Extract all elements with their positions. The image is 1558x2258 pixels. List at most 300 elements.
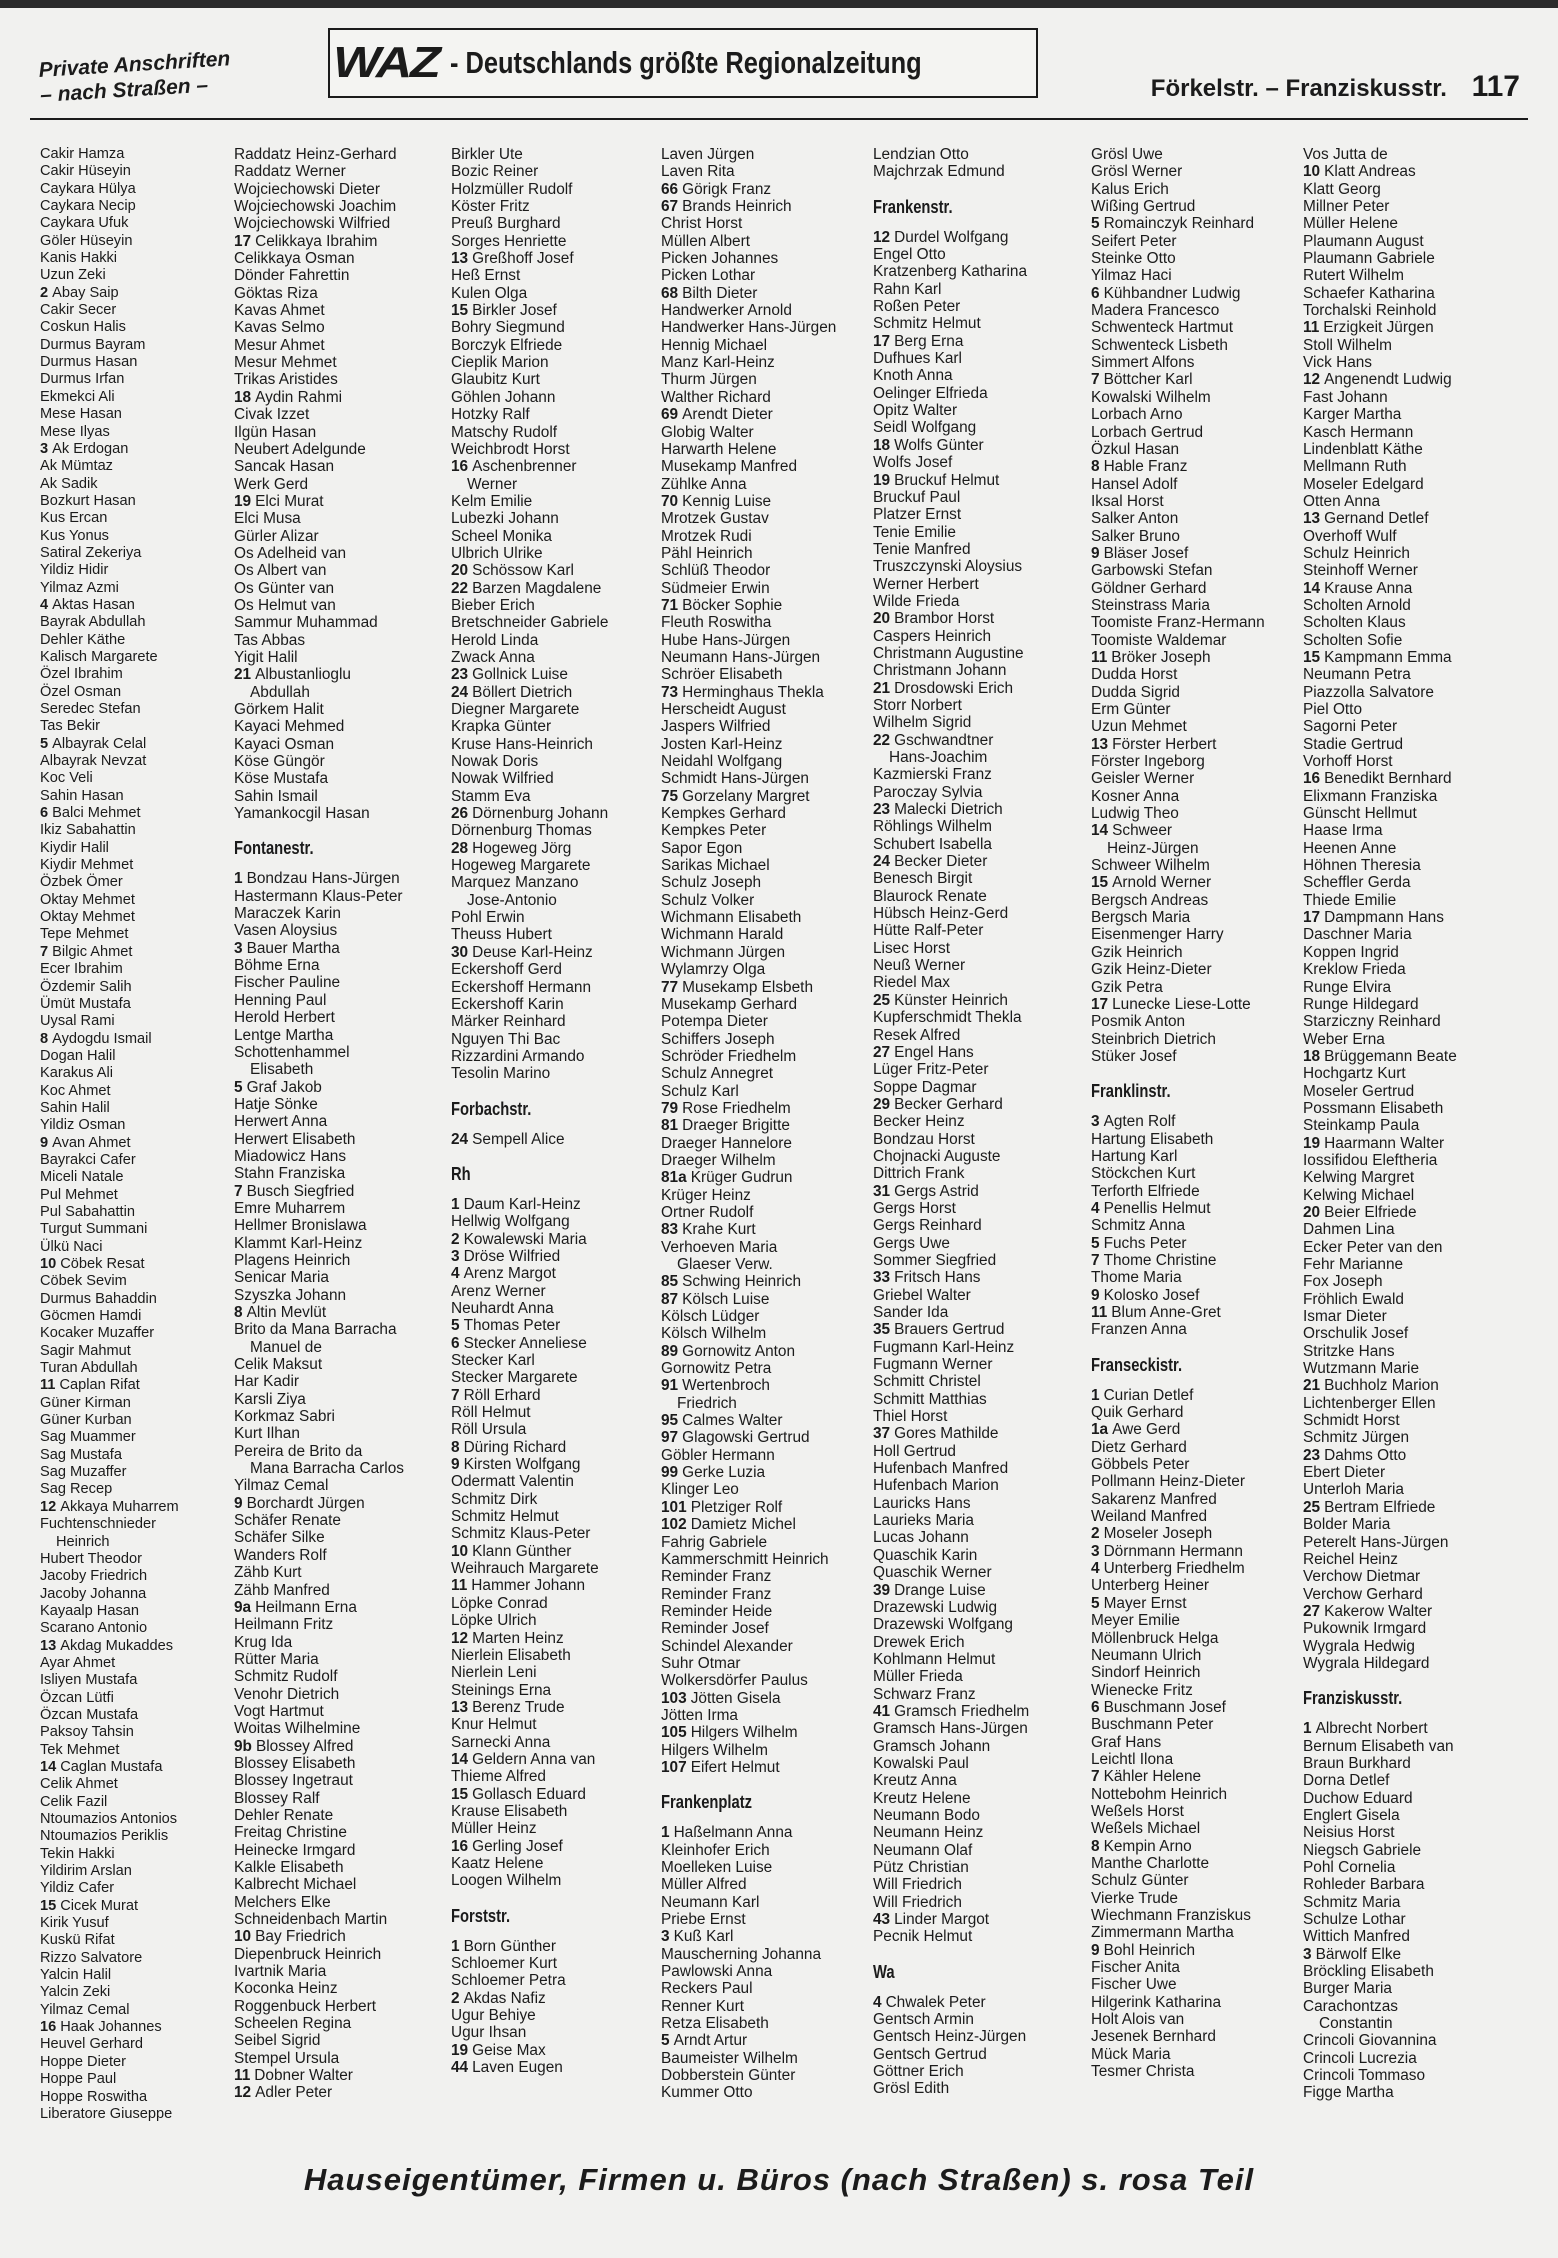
section-label-line1: Private Anschriften [38,47,231,82]
resident-name: Maraczek Karin [234,905,341,923]
resident-entry [234,1790,404,1807]
resident-name: Pähl Heinrich [661,544,753,562]
resident-name: Schulze Lothar [1303,1911,1406,1929]
resident-entry [1303,1239,1457,1256]
resident-entry [1091,1872,1265,1889]
resident-entry [451,215,608,232]
street-heading: Forststr. [451,1905,511,1926]
resident-name: Stecker Anneliese [463,1334,587,1352]
resident-entry [234,1252,404,1269]
resident-name: Kanis Hakki [40,250,118,267]
resident-entry [873,680,1029,697]
house-number: 5 [1091,1594,1100,1612]
resident-entry [1091,701,1265,718]
resident-entry [234,1477,404,1494]
resident-entry [234,1096,404,1113]
resident-name: Bohry Siegmund [451,319,565,337]
resident-entry [1091,961,1265,978]
resident-entry [234,250,404,267]
resident-entry [451,1508,608,1525]
resident-name: Chojnacki Auguste [873,1147,1001,1165]
resident-entry [234,562,404,579]
resident-entry [1303,302,1457,319]
resident-entry [661,1187,836,1204]
resident-entry [873,1165,1029,1182]
resident-name: Mayer Ernst [1103,1594,1187,1612]
resident-name: Heinz-Jürgen [1107,839,1199,857]
resident-entry [873,229,1029,246]
resident-entry [1303,1876,1457,1893]
resident-entry [451,1938,608,1955]
resident-entry [873,1269,1029,1286]
house-number: 9 [451,1456,460,1474]
resident-name: Wilde Frieda [873,592,960,610]
resident-name: Hube Hans-Jürgen [661,631,791,649]
resident-name: Pletziger Rolf [690,1498,783,1516]
resident-entry [40,1083,179,1100]
resident-name: Pereira de Brito da [234,1442,363,1460]
house-number: 8 [234,1304,243,1321]
resident-entry [873,2080,1029,2097]
resident-entry [1303,944,1457,961]
resident-name: Schweer [1112,822,1173,840]
resident-name: Löpke Ulrich [451,1612,537,1630]
resident-entry [1303,285,1457,302]
resident-name: Göler Hüseyin [40,232,133,249]
resident-entry [661,562,836,579]
resident-entry [451,1595,608,1612]
resident-entry [661,1499,836,1516]
resident-name: Ntoumazios Periklis [40,1828,169,1845]
resident-entry [1091,1165,1265,1182]
resident-entry [873,1994,1029,2011]
resident-name: Schulz Joseph [661,874,762,892]
house-number: 7 [451,1386,460,1404]
resident-entry [40,684,179,701]
resident-name: Caplan Rifat [59,1377,140,1394]
resident-name: Dönder Fahrettin [234,267,350,285]
resident-entry [1303,562,1457,579]
resident-name: Tepe Mehmet [40,926,129,943]
resident-entry [1303,1720,1457,1737]
resident-entry [1303,181,1457,198]
resident-name: Vasen Aloysius [234,922,338,940]
resident-entry [1303,2050,1457,2067]
house-number: 10 [1303,163,1321,181]
resident-entry [451,1048,608,1065]
resident-entry [40,1655,179,1672]
resident-name: Hogeweg Margarete [451,857,591,875]
resident-name: Caglan Mustafa [60,1758,163,1775]
resident-entry [40,1169,179,1186]
resident-name: Otten Anna [1303,492,1381,510]
resident-entry [1303,770,1457,787]
resident-entry [1091,2046,1265,2063]
resident-name: Schloemer Petra [451,1972,566,1990]
resident-name: Damietz Michel [690,1516,796,1534]
resident-entry [1303,233,1457,250]
resident-name: Yalcin Halil [40,1967,112,1984]
resident-name: Ugur Behiye [451,2007,536,2025]
resident-name: Dörnenburg Johann [472,805,609,823]
resident-entry [873,1356,1029,1373]
resident-entry [873,1252,1029,1269]
house-number: 24 [451,683,469,701]
resident-entry [234,614,404,631]
resident-entry [661,1690,836,1707]
resident-name: Quik Gerhard [1091,1404,1184,1422]
resident-entry [873,957,1029,974]
resident-name: Kelm Emilie [451,492,533,510]
resident-name: Höhnen Theresia [1303,857,1421,875]
resident-entry [873,1668,1029,1685]
resident-entry [451,1265,608,1282]
resident-name: Dehler Renate [234,1806,334,1824]
resident-entry [451,1525,608,1542]
resident-entry [1303,822,1457,839]
resident-entry [1091,822,1265,839]
house-number: 19 [451,2041,469,2059]
resident-entry [451,1838,608,1855]
resident-entry [661,1412,836,1429]
resident-entry [234,1651,404,1668]
resident-name: Wylamrzy Olga [661,961,766,979]
resident-name: Os Albert van [234,562,327,580]
resident-name: Loogen Wilhelm [451,1872,562,1890]
resident-entry [40,926,179,943]
resident-name: Nowak Doris [451,753,539,771]
resident-name: Ivartnik Maria [234,1963,327,1981]
house-number: 15 [451,302,469,320]
resident-name: Adler Peter [255,2084,333,2102]
resident-entry [1091,892,1265,909]
resident-entry [234,940,404,957]
house-number: 19 [1303,1134,1321,1152]
house-number: 5 [451,1317,460,1335]
resident-name: Elisabeth [250,1061,314,1079]
resident-name: Stempel Ursula [234,2049,340,2067]
resident-entry [40,1603,179,1620]
resident-name: Kalus Erich [1091,180,1169,198]
resident-name: Kempkes Peter [661,822,767,840]
resident-name: Kus Ercan [40,510,108,527]
resident-name: Blossey Ingetraut [234,1772,353,1790]
resident-name: Altin Mevlüt [246,1304,327,1321]
resident-entry [234,957,404,974]
resident-entry [873,1391,1029,1408]
resident-entry [661,2050,836,2067]
house-number: 15 [40,1897,57,1914]
resident-entry [1091,1612,1265,1629]
resident-entry [451,1456,608,1473]
resident-name: Buschmann Peter [1091,1716,1214,1734]
house-number: 1 [451,1195,460,1213]
resident-name: Weber Erna [1303,1030,1385,1048]
resident-name: Krüger Gudrun [690,1169,793,1187]
resident-entry [1091,1013,1265,1030]
resident-entry [1303,371,1457,388]
resident-entry [451,649,608,666]
resident-entry [451,1031,608,1048]
resident-entry [40,1898,179,1915]
house-number: 7 [40,943,49,960]
resident-name: Picken Johannes [661,250,779,268]
resident-entry [1303,1586,1457,1603]
house-number: 37 [873,1425,891,1443]
resident-name: Senicar Maria [234,1269,329,1287]
resident-entry [1091,354,1265,371]
resident-name: Kowalski Paul [873,1754,969,1772]
resident-entry [873,1928,1029,1945]
resident-entry [661,1963,836,1980]
resident-name: Zähb Manfred [234,1581,330,1599]
resident-name: Constantin [1319,2015,1393,2033]
resident-name: Fröhlich Ewald [1303,1290,1404,1308]
resident-name: Kummer Otto [661,2084,753,2102]
resident-name: Penellis Helmut [1103,1199,1211,1217]
resident-name: Südmeier Erwin [661,579,770,597]
resident-name: Schwenteck Lisbeth [1091,336,1228,354]
resident-name: Gergs Uwe [873,1234,950,1252]
resident-name: Dobberstein Günter [661,2067,796,2085]
resident-name: Bondzau Horst [873,1130,975,1148]
resident-entry [234,649,404,666]
resident-entry [661,1481,836,1498]
resident-entry [451,2007,608,2024]
resident-entry [873,1477,1029,1494]
resident-entry [661,1100,836,1117]
resident-name: Zühlke Anna [661,475,747,493]
resident-name: Hoppe Dieter [40,2053,126,2070]
resident-entry [1091,1321,1265,1338]
resident-name: Tek Mehmet [40,1741,120,1758]
resident-entry [234,701,404,718]
resident-entry [1303,1256,1457,1273]
house-number: 22 [873,731,891,749]
resident-entry [1303,1738,1457,1755]
resident-entry [234,198,404,215]
resident-name: Dudda Horst [1091,666,1178,684]
resident-entry [873,1599,1029,1616]
resident-name: Schwarz Franz [873,1685,976,1703]
resident-name: Pecnik Helmut [873,1928,973,1946]
resident-name: Herold Linda [451,631,539,649]
resident-name: Nierlein Elisabeth [451,1646,571,1664]
resident-name: Ntoumazios Antonios [40,1811,178,1827]
resident-entry [1091,267,1265,284]
resident-entry [873,1044,1029,1061]
resident-name: Wiechmann Franziskus [1091,1907,1251,1924]
resident-entry [234,888,404,905]
resident-name: Bieber Erich [451,596,535,614]
resident-entry [234,1980,404,1997]
resident-name: Ayar Ahmet [40,1654,116,1671]
resident-name: Koc Veli [40,770,93,787]
resident-name: Dudda Sigrid [1091,683,1180,701]
resident-name: Sammur Muhammad [234,614,378,632]
resident-name: Blossey Elisabeth [234,1754,356,1772]
resident-entry [661,1980,836,1997]
resident-entry [661,389,836,406]
resident-name: Sahin Ismail [234,787,318,805]
resident-entry [40,1967,179,1984]
resident-name: Braun Burkhard [1303,1754,1411,1772]
resident-name: Schulz Günter [1091,1872,1189,1890]
resident-name: Friedrich [677,1394,737,1412]
resident-name: Werner Herbert [873,575,979,593]
resident-entry [40,1516,179,1533]
resident-entry [40,1031,179,1048]
resident-name: Ülkü Naci [40,1238,103,1255]
resident-name: Abdullah [250,683,310,701]
resident-name: Neumann Ulrich [1091,1646,1202,1664]
resident-name: Stecker Karl [451,1352,535,1369]
resident-name: Manz Karl-Heinz [661,354,775,372]
resident-name: Paksoy Tahsin [40,1724,134,1741]
resident-entry [661,1065,836,1082]
house-number: 1 [1091,1386,1100,1404]
resident-name: Hilgers Wilhelm [661,1741,768,1759]
resident-entry [234,319,404,336]
resident-entry [873,662,1029,679]
resident-name: Böcker Sophie [682,596,783,614]
resident-entry [873,1859,1029,1876]
resident-name: Hilgers Wilhelm [690,1724,798,1742]
resident-name: Uysal Rami [40,1013,115,1030]
resident-name: Bläser Josef [1103,544,1189,562]
resident-name: Klatt Georg [1303,180,1381,198]
resident-name: Werk Gerd [234,475,309,493]
resident-name: Günscht Hellmut [1303,805,1417,823]
resident-entry [40,857,179,874]
resident-name: Elci Murat [255,492,324,510]
resident-name: Borczyk Elfriede [451,336,563,354]
resident-entry [1091,181,1265,198]
resident-entry [451,979,608,996]
resident-name: Göktas Riza [234,284,318,302]
resident-entry [40,493,179,510]
resident-name: Wygrala Hedwig [1303,1637,1415,1655]
resident-entry [234,2032,404,2049]
house-number: 67 [661,198,679,216]
resident-entry [40,580,179,597]
resident-name: Albayrak Celal [52,735,147,752]
resident-name: Hoppe Roswitha [40,2088,148,2105]
resident-entry [661,684,836,701]
resident-name: Steinkamp Paula [1303,1117,1420,1135]
resident-name: Karakus Ali [40,1065,114,1082]
resident-entry [40,545,179,562]
resident-name: Görigk Franz [682,180,772,198]
resident-entry [40,1204,179,1221]
resident-name: Gzik Heinz-Dieter [1091,961,1212,979]
resident-name: Sander Ida [873,1304,949,1321]
resident-name: Schössow Karl [472,562,574,580]
house-number: 14 [451,1750,469,1768]
resident-name: Krause Anna [1324,579,1413,597]
resident-entry [40,1742,179,1759]
resident-name: Steinings Erna [451,1681,552,1699]
resident-name: Pütz Christian [873,1859,969,1876]
resident-entry [873,1339,1029,1356]
resident-entry [234,181,404,198]
resident-name: Fischer Pauline [234,974,341,992]
resident-name: Kratzenberg Katharina [873,263,1028,281]
resident-entry [873,1287,1029,1304]
resident-name: Crincoli Tommaso [1303,2067,1426,2085]
resident-entry [234,1963,404,1980]
resident-entry [40,302,179,319]
resident-name: Renner Kurt [661,1997,744,2015]
resident-entry [661,510,836,527]
resident-name: Schubert Isabella [873,835,992,853]
resident-name: Buschmann Josef [1103,1698,1226,1716]
resident-entry [1091,1491,1265,1508]
house-number: 103 [661,1689,687,1707]
resident-name: Lichtenberger Ellen [1303,1394,1436,1412]
resident-name: Celik Maksut [234,1356,323,1374]
resident-name: Turgut Summani [40,1221,148,1238]
resident-entry [234,1044,404,1061]
resident-name: Gschwandtner [894,731,994,749]
resident-entry [1091,2028,1265,2045]
resident-entry [1303,1807,1457,1824]
resident-entry [40,822,179,839]
resident-name: Sagorni Peter [1303,718,1398,736]
resident-entry [234,510,404,527]
house-number: 5 [1091,215,1100,233]
house-number: 28 [451,839,469,857]
resident-name: Kölsch Wilhelm [661,1325,767,1343]
resident-name: Runge Hildegard [1303,995,1419,1013]
resident-entry [234,1738,404,1755]
resident-name: Lauricks Hans [873,1494,971,1512]
resident-name: Bozic Reiner [451,163,539,181]
resident-name: Leichtl Ilona [1091,1750,1174,1768]
resident-entry [40,1360,179,1377]
resident-entry [1303,701,1457,718]
resident-name: Caykara Ufuk [40,215,129,232]
resident-name: Hellmer Bronislawa [234,1217,367,1235]
resident-name: Cakir Hamza [40,146,125,162]
resident-name: Özel Ibrahim [40,666,123,683]
resident-name: Drange Luise [894,1581,986,1599]
resident-entry [1303,441,1457,458]
resident-entry [661,1377,836,1394]
resident-entry [873,1321,1029,1338]
resident-entry [1091,1113,1265,1130]
resident-name: Jesenek Bernhard [1091,2028,1216,2046]
resident-entry [873,1894,1029,1911]
resident-entry [873,163,1029,180]
resident-name: Müller Heinz [451,1820,537,1838]
resident-entry [873,315,1029,332]
resident-name: Krüger Heinz [661,1186,751,1204]
resident-entry [1091,1820,1265,1837]
resident-name: Possmann Elisabeth [1303,1099,1444,1117]
resident-entry [451,1065,608,1082]
resident-entry [873,576,1029,593]
resident-name: Draeger Wilhelm [661,1151,776,1169]
resident-name: Brüggemann Beate [1324,1047,1457,1065]
resident-entry [451,701,608,718]
resident-name: Scholten Klaus [1303,614,1406,632]
resident-name: Geise Max [472,2041,546,2059]
resident-name: Schmitt Matthias [873,1390,987,1408]
resident-name: Vorhoff Horst [1303,753,1393,771]
resident-entry [661,944,836,961]
resident-entry [1091,545,1265,562]
